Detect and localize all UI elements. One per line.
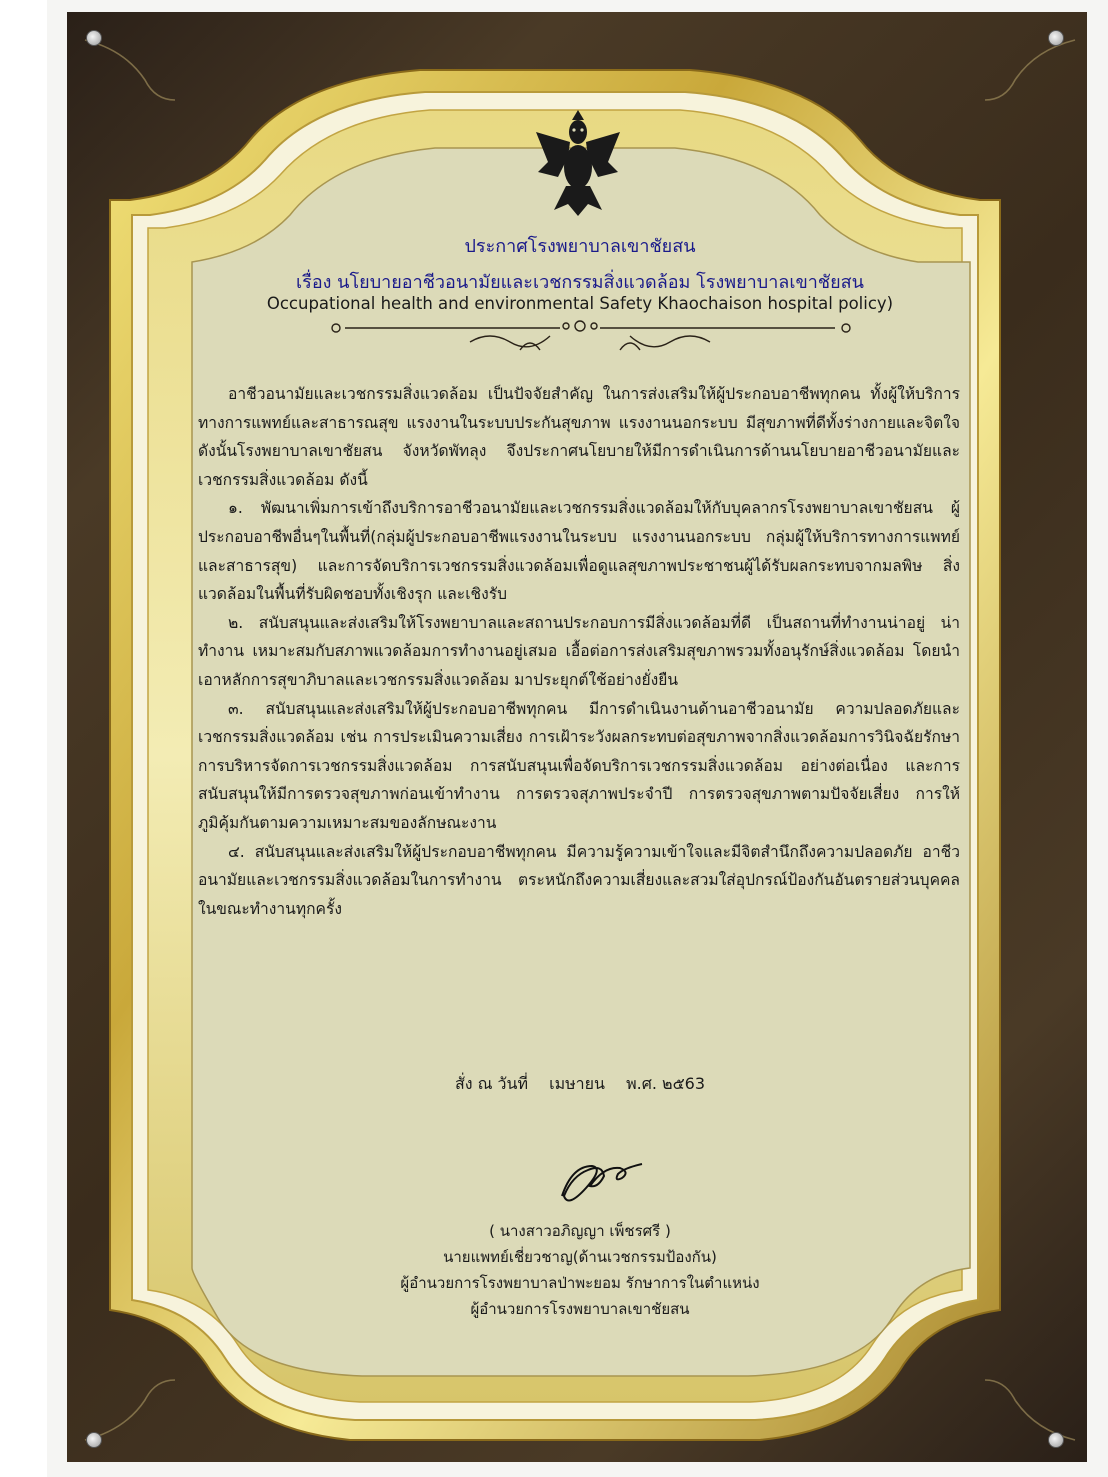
signer-position-3: ผู้อำนวยการโรงพยาบาลเขาชัยสน (470, 1300, 690, 1318)
announcement-subject: เรื่อง นโยบายอาชีวอนามัยและเวชกรรมสิ่งแวดล้อม โรงพยาบาลเขาชัยสน (296, 272, 864, 293)
date-prefix: สั่ง ณ วันที่ (454, 1074, 529, 1093)
policy-item-3: ๓. สนับสนุนและส่งเสริมให้ผู้ประกอบอาชีพทุกคน มีการดำเนินงานด้านอาชีวอนามัย ความปลอดภัยและเวชกรรมสิ่งแวดล้อม เช่น การประเมินความเสี่ยง การเฝ้าระวังผลกระทบต่อสุขภาพจากสิ่งแวดล้อมการวินิจฉัยรักษา การบริหารจัดการเวชกรรมสิ่งแวดล้อม การสนับสนุนเพื่อจัดบริการเวชกรรมสิ่งแวดล้อม อย่างต่อเนื่อง และการสนับสนุนให้มีการตรวจสุขภาพก่อนเข้าทำงาน การตรวจสุภาพประจำปี การตรวจสุขภาพตามปัจจัยเสี่ยง การให้ภูมิคุ้มกันตามความเหมาะสมของลักษณะงาน (198, 699, 960, 832)
screw-bottom-left (86, 1432, 102, 1448)
issue-date (195, 1072, 965, 1097)
policy-intro: อาชีวอนามัยและเวชกรรมสิ่งแวดล้อม เป็นปัจจัยสำคัญ ในการส่งเสริมให้ผู้ประกอบอาชีพทุกคน ทั้งผู้ให้บริการทางการแพทย์และสาธารณสุข แรงงานในระบบประกันสุขภาพ แรงงานนอกระบบ มีสุขภาพที่ดีทั้งร่างกายและจิตใจ ดังนั้นโรงพยาบาลเขาชัยสน จังหวัดพัทลุง จึงประกาศนโยบายให้มีการดำเนินการด้านนโยบายอาชีวอนามัยและเวชกรรมสิ่งแวดล้อม ดังนี้ (198, 385, 960, 489)
announcement-title: ประกาศโรงพยาบาลเขาชัยสน (464, 236, 696, 257)
screw-top-right (1048, 30, 1064, 46)
screw-bottom-right (1048, 1432, 1064, 1448)
policy-item-2: ๒. สนับสนุนและส่งเสริมให้โรงพยาบาลและสถานประกอบการมีสิ่งแวดล้อมที่ดี เป็นสถานที่ทำงานน่าอยู่ น่าทำงาน เหมาะสมกับสภาพแวดล้อมการทำงานอยู่เสมอ เอื้อต่อการส่งเสริมสุขภาพรวมทั้งอนุรักษ์สิ่งแวดล้อม โดยนำเอาหลักการสุขาภิบาลและเวชกรรมสิ่งแวดล้อม มาประยุกต์ใช้อย่างยั่งยืน (198, 613, 960, 689)
policy-item-4: ๔. สนับสนุนและส่งเสริมให้ผู้ประกอบอาชีพทุกคน มีความรู้ความเข้าใจและมีจิตสำนึกถึงความปลอดภัย อาชีวอนามัยและเวชกรรมสิ่งแวดล้อมในการทำงาน ตระหนักถึงความเสี่ยงและสวมใส่อุปกรณ์ป้องกันอันตรายส่วนบุคคล ในขณะทำงานทุกครั้ง (198, 842, 960, 918)
signer-position-1: นายแพทย์เชี่ยวชาญ(ด้านเวชกรรมป้องกัน) (443, 1248, 717, 1266)
signature-block (195, 1218, 965, 1322)
signer-name: ( นางสาวอภิญญา เพ็ชรศรี ) (489, 1222, 671, 1240)
announcement-content (195, 0, 965, 1477)
date-month: เมษายน (549, 1074, 605, 1093)
screw-top-left (86, 30, 102, 46)
policy-body (198, 380, 960, 923)
policy-item-1: ๑. พัฒนาเพิ่มการเข้าถึงบริการอาชีวอนามัยและเวชกรรมสิ่งแวดล้อมให้กับบุคลากรโรงพยาบาลเขาชัยสน ผู้ประกอบอาชีพอื่นๆในพื้นที่(กลุ่มผู้ประกอบอาชีพแรงงานในระบบ แรงงานนอกระบบ กลุ่มผู้ให้บริการทางการแพทย์และสาธารสุข) และการจัดบริการเวชกรรมสิ่งแวดล้อมเพื่อดูแลสุขภาพประชาชนผู้ได้รับผลกระทบจากมลพิษ สิ่งแวดล้อมในพื้นที่รับผิดชอบทั้งเชิงรุก และเชิงรับ (198, 499, 960, 604)
date-year: พ.ศ. ๒๕63 (626, 1074, 706, 1093)
announcement-subject-en: Occupational health and environmental Safety Khaochaison hospital policy) (266, 294, 894, 313)
signer-position-2: ผู้อำนวยการโรงพยาบาลป่าพะยอม รักษาการในตำแหน่ง (400, 1274, 760, 1292)
